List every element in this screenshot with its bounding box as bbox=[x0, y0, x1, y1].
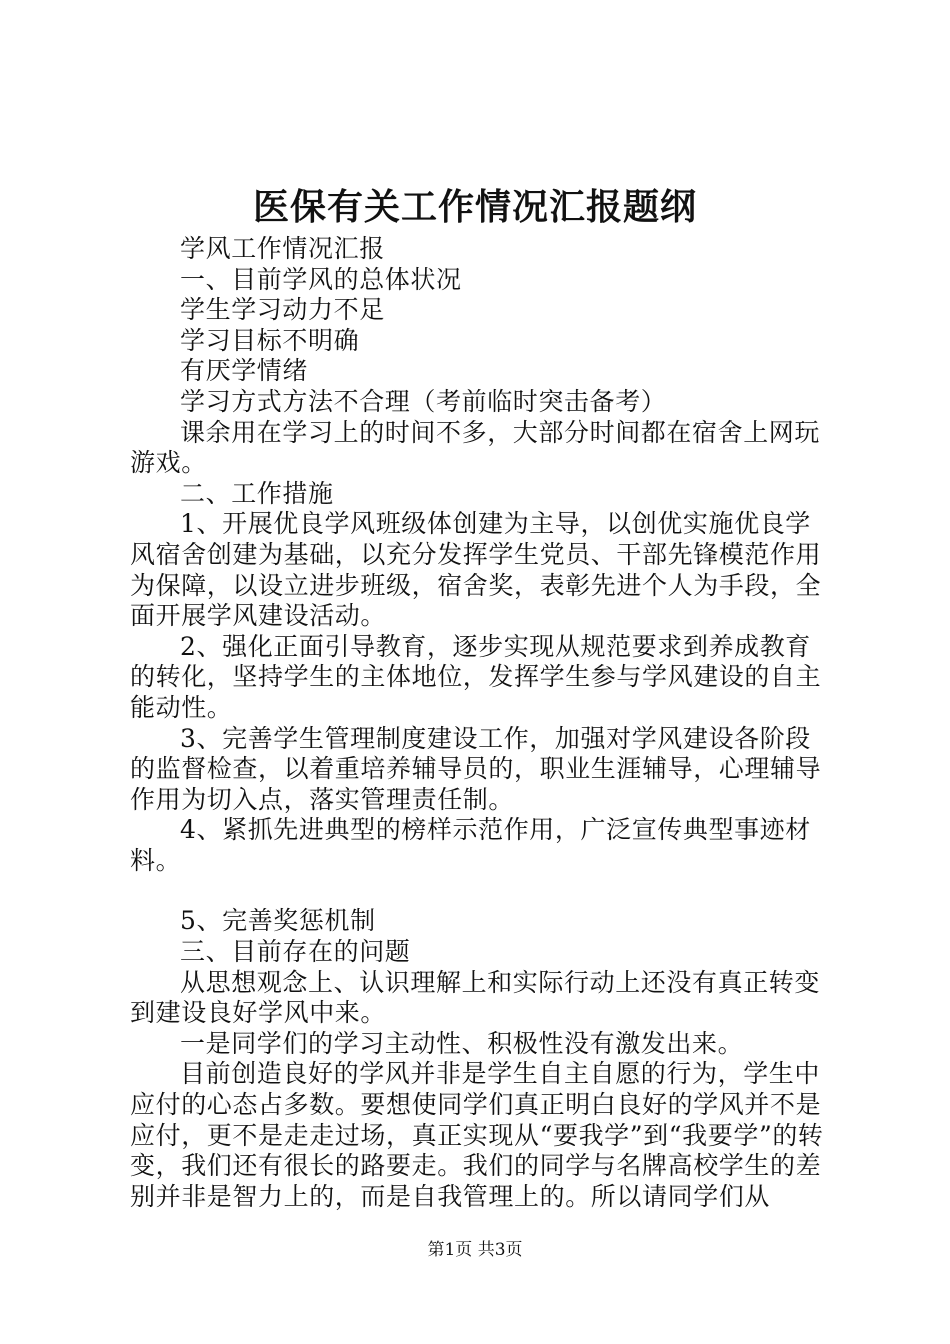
page-footer: 第1页 共3页 bbox=[427, 1240, 523, 1260]
paragraph: 课余用在学习上的时间不多，大部分时间都在宿舍上网玩游戏。 bbox=[130, 417, 821, 478]
paragraph: 目前创造良好的学风并非是学生自主自愿的行为，学生中应付的心态占多数。要想使同学们真正明白良好的学风并不是应付，更不是走走过场，真正实现从“要我学”到“我要学”的转变，我们还有很长的路要走。我们的同学与名牌高校学生的差别并非是智力上的，而是自我管理上的。所以请同学们从 bbox=[130, 1059, 824, 1211]
paragraph: 三、目前存在的问题 bbox=[180, 937, 411, 967]
paragraph: 2、强化正面引导教育，逐步实现从规范要求到养成教育的转化，坚持学生的主体地位，发挥学生参与学风建设的自主能动性。 bbox=[130, 631, 822, 722]
paragraph: 从思想观念上、认识理解上和实际行动上还没有真正转变到建设良好学风中来。 bbox=[130, 967, 821, 1028]
paragraph: 1、开展优良学风班级体创建为主导，以创优实施优良学风宿舍创建为基础，以充分发挥学生党员、干部先锋模范作用为保障，以设立进步班级，宿舍奖，表彰先进个人为手段，全面开展学风建设活动。 bbox=[130, 509, 822, 631]
paragraph: 二、工作措施 bbox=[180, 478, 334, 508]
paragraph: 学习方式方法不合理（考前临时突击备考） bbox=[180, 386, 667, 416]
paragraph: 一、目前学风的总体状况 bbox=[180, 264, 462, 294]
paragraph: 3、完善学生管理制度建设工作，加强对学风建设各阶段的监督检查，以着重培养辅导员的，职业生涯辅导，心理辅导作用为切入点，落实管理责任制。 bbox=[130, 723, 822, 814]
document-body bbox=[130, 234, 830, 1212]
paragraph: 4、紧抓先进典型的榜样示范作用，广泛宣传典型事迹材料。 bbox=[130, 815, 811, 875]
paragraph: 一是同学们的学习主动性、积极性没有激发出来。 bbox=[180, 1028, 744, 1058]
paragraph: 学风工作情况汇报 bbox=[180, 234, 385, 263]
paragraph: 学习目标不明确 bbox=[180, 325, 360, 355]
paragraph: 学生学习动力不足 bbox=[180, 295, 385, 325]
paragraph: 5、完善奖惩机制 bbox=[180, 906, 376, 936]
paragraph: 有厌学情绪 bbox=[180, 356, 309, 386]
document-title: 医保有关工作情况汇报题纲 bbox=[252, 186, 697, 228]
